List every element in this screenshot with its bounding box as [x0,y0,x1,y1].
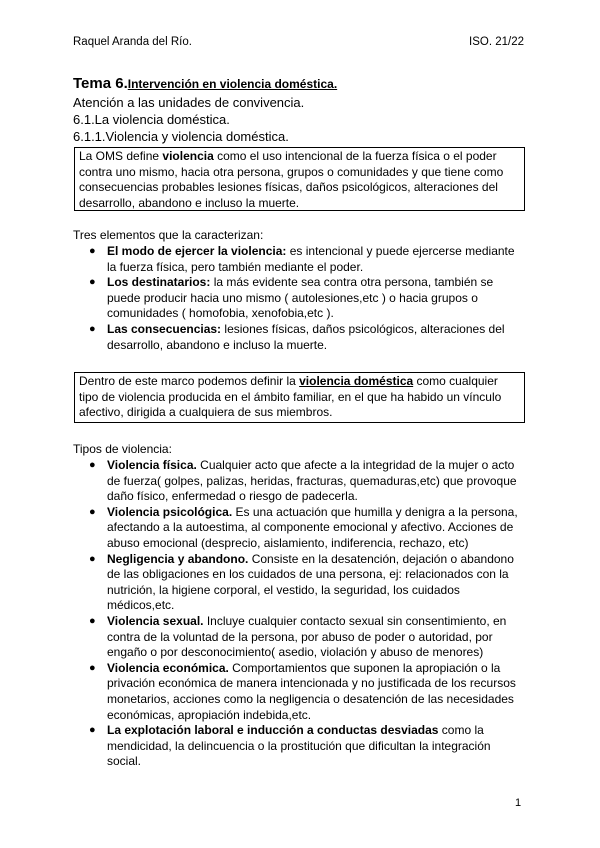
types-list [73,458,525,770]
item-term: Violencia económica. [107,660,229,675]
list-item [73,275,525,322]
item-term: Negligencia y abandono. [107,551,249,566]
item-term: El modo de ejercer la violencia: [107,244,287,258]
item-term: La explotación laboral e inducción a conductas desviadas [107,723,439,738]
page-title [73,75,337,92]
types-intro: Tipos de violencia: [73,442,172,456]
page-number: 1 [515,797,522,809]
list-item [73,458,525,505]
section-heading-6-1-1: 6.1.1.Violencia y violencia doméstica. [73,129,289,144]
item-term: Las consecuencias: [107,321,222,336]
item-text: la más evidente sea contra otra persona, también se puede producir hacia uno mismo ( autolesiones,etc ) o hacia grupos o comunidades ( homofobia, xenofobia,etc ). [107,275,494,321]
item-text: Cualquier acto que afecte a la integridad de la mujer o acto de fuerza( golpes, palizas, heridas, fracturas, quemaduras,etc) que provoque daño físico, enfermedad o riesgo de padecerla. [107,458,517,504]
item-term: Violencia física. [107,458,197,472]
box1-term: violencia [162,149,214,163]
elements-list [73,244,525,353]
section-heading-convivencia: Atención a las unidades de convivencia. [73,95,305,110]
box2-pre: Dentro de este marco podemos definir la [79,374,300,388]
definition-box-violencia-domestica [74,372,525,423]
item-term: Violencia sexual. [107,613,204,628]
box1-pre: La OMS define [79,149,163,163]
bullet-icon: ● [89,322,96,335]
bullet-icon: ● [89,459,96,471]
list-item [73,614,525,661]
bullet-icon: ● [89,724,96,737]
elements-intro: Tres elementos que la caracterizan: [73,228,264,242]
bullet-icon: ● [89,552,96,565]
list-item [73,322,525,353]
bullet-icon: ● [89,614,96,627]
list-item [73,552,525,614]
item-term: Violencia psicológica. [107,504,233,519]
item-text: es intencional y puede ejercerse mediante la fuerza física, pero también mediante el poder. [107,244,515,274]
item-text: Comportamientos que suponen la apropiación o la privación económica de manera intencionada y no justificada de los recursos monetarios, acciones como la negligencia o desatención de las necesidades económicas, apropiación indebida,etc. [107,660,516,722]
section-heading-6-1: 6.1.La violencia doméstica. [73,112,230,127]
header-course: ISO. 21/22 [469,36,524,48]
box2-post: como cualquier tipo de violencia producida en el ámbito familiar, en el que ha habido un vínculo afectivo, dirigida a cualquiera de sus miembros. [79,374,502,419]
bullet-icon: ● [89,661,96,674]
bullet-icon: ● [89,245,96,257]
item-term: Los destinatarios: [107,275,211,290]
definition-box-violencia [74,147,525,211]
list-item [73,723,525,770]
list-item [73,661,525,723]
list-item [73,505,525,552]
item-text: como la mendicidad, la delincuencia o la prostitución que dificultan la integración social. [107,723,491,769]
title-subtitle: Intervención en violencia doméstica. [127,77,338,91]
box2-term: violencia doméstica [299,374,414,388]
item-text: Consiste en la desatención, dejación o abandono de las obligaciones en los cuidados de una persona, ej: relacionados con la nutrición, la higiene corporal, el vestido, la seguridad, los cuidados médicos,etc. [107,551,514,613]
item-text: lesiones físicas, daños psicológicos, alteraciones del desarrollo, abandono e incluso la muerte. [107,321,505,352]
header-author: Raquel Aranda del Río. [73,36,192,48]
title-number: Tema 6. [73,75,128,92]
bullet-icon: ● [89,505,96,518]
list-item [73,244,525,275]
bullet-icon: ● [89,276,96,289]
item-text: Es una actuación que humilla y denigra a la persona, afectando a la autoestima, al componente emocional y afectivo. Acciones de abuso emocional (desprecio, aislamiento, indiferencia, rechazo, etc) [107,504,518,550]
box1-post: como el uso intencional de la fuerza física o el poder contra uno mismo, hacia otra persona, grupos o comunidades y que tiene como consecuencias probables lesiones físicas, daños psicológicos, alteraciones del desarrollo, abandono e incluso la muerte. [79,149,504,210]
item-text: Incluye cualquier contacto sexual sin consentimiento, en contra de la voluntad de la persona, por abuso de poder o autoridad, por engaño o por desconocimiento( asedio, violación y abuso de menores) [107,613,507,660]
